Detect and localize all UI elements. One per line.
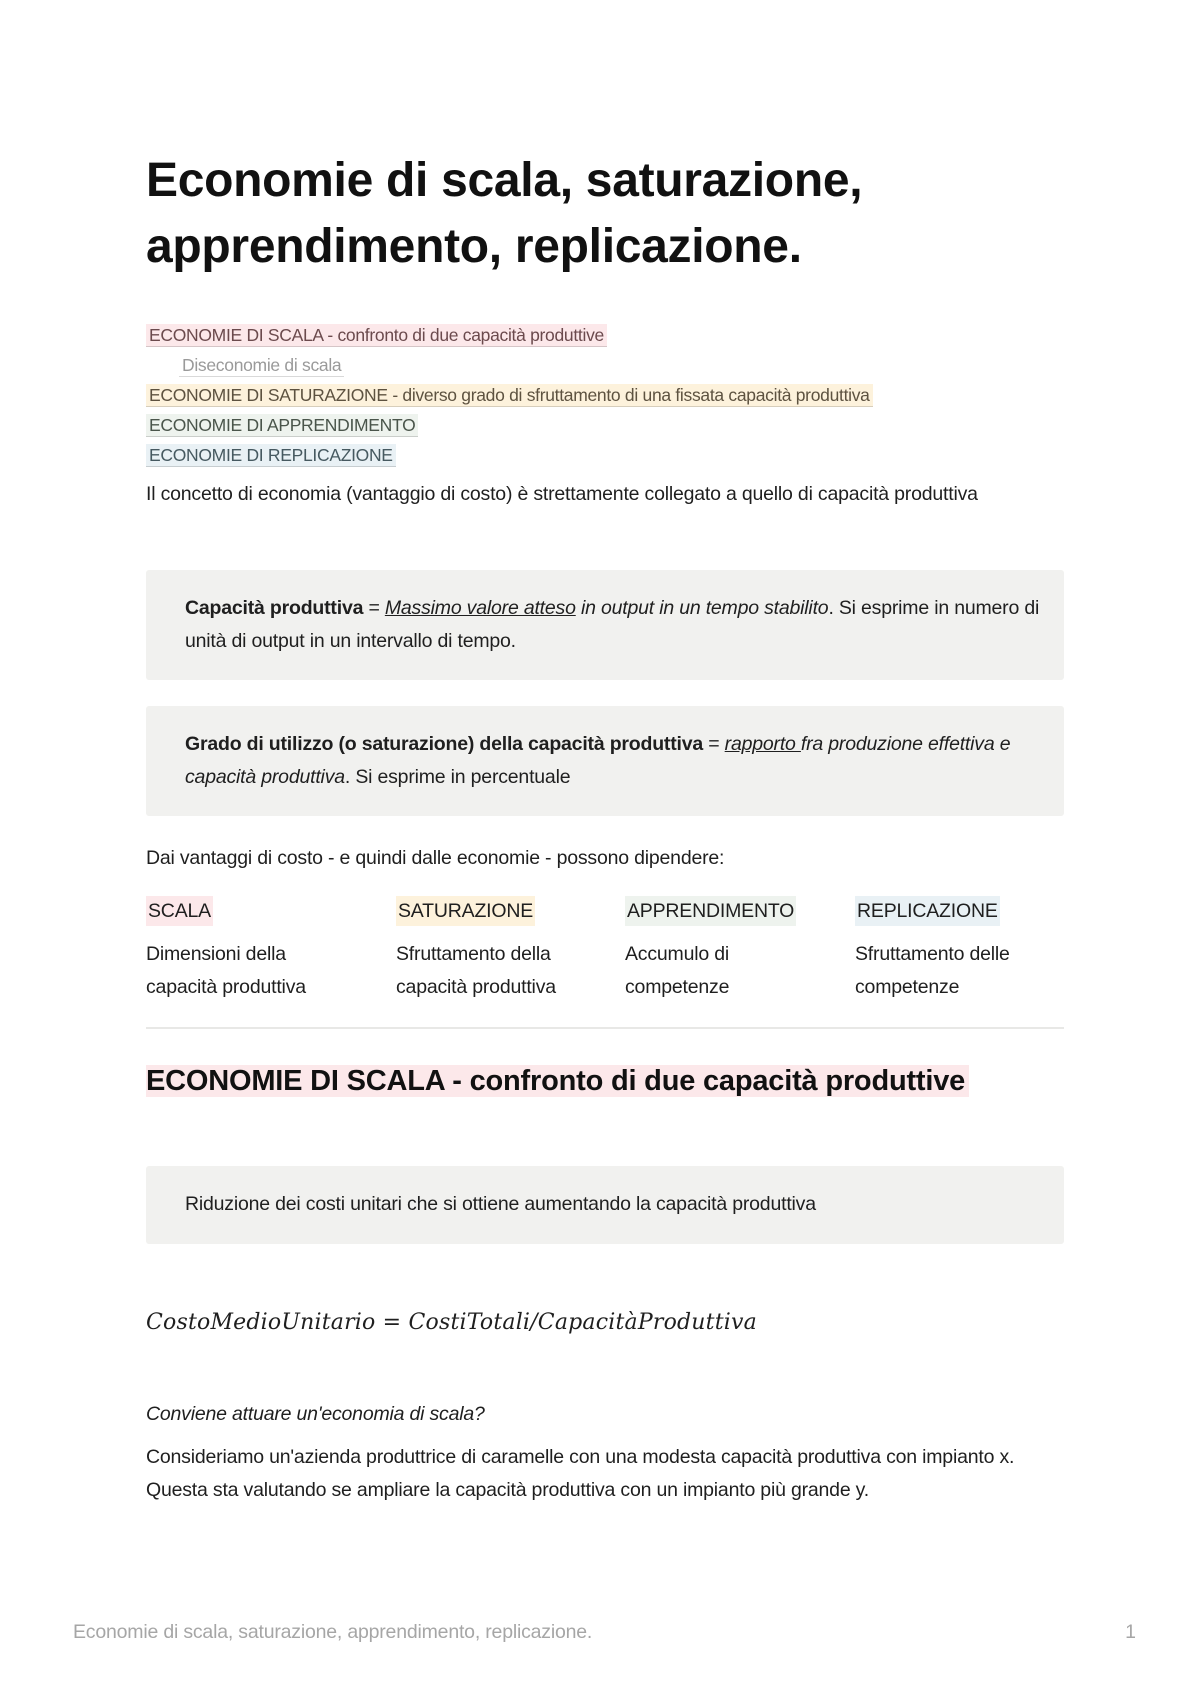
callout-grado-di-utilizzo: Grado di utilizzo (o saturazione) della capacità produttiva = rapporto fra produzione effettiva e capacità produttiva. Si esprime in percentuale: [146, 706, 1064, 816]
column-description: Sfruttamento delle competenze: [855, 943, 1010, 998]
toc-item-diseconomie-di-scala[interactable]: Diseconomie di scala: [146, 350, 1064, 380]
column-apprendimento: [625, 896, 835, 1004]
callout-term: Capacità produttiva: [185, 597, 364, 619]
example-paragraph: Consideriamo un'azienda produttrice di caramelle con una modesta capacità produttiva con impianto x. Questa sta valutando se ampliare la capacità produttiva con un impianto più grande y.: [146, 1446, 1015, 1501]
toc-item-economie-di-replicazione[interactable]: ECONOMIE DI REPLICAZIONE: [146, 440, 1064, 470]
column-heading: REPLICAZIONE: [855, 896, 1000, 926]
toc-item-economie-di-apprendimento[interactable]: ECONOMIE DI APPRENDIMENTO: [146, 410, 1064, 440]
question: Conviene attuare un'economia di scala?: [146, 1403, 485, 1425]
column-heading: APPRENDIMENTO: [625, 896, 796, 926]
column-scala: [146, 896, 356, 1004]
column-saturazione: [396, 896, 606, 1004]
footer-title: Economie di scala, saturazione, apprendimento, replicazione.: [73, 1621, 593, 1643]
formula: CostoMedioUnitario = CostiTotali/CapacitàProduttiva: [146, 1310, 757, 1335]
callout-term: Grado di utilizzo (o saturazione) della capacità produttiva: [185, 733, 704, 755]
dependency-intro: Dai vantaggi di costo - e quindi dalle economie - possono dipendere:: [146, 847, 725, 869]
underlined-text: rapporto: [724, 733, 801, 755]
callout-capacita-produttiva: Capacità produttiva = Massimo valore atteso in output in un tempo stabilito. Si esprime in numero di unità di output in un intervallo di tempo.: [146, 570, 1064, 680]
table-of-contents: [146, 320, 1064, 470]
column-description: Accumulo di competenze: [625, 943, 730, 998]
column-description: Dimensioni della capacità produttiva: [146, 943, 306, 998]
callout-economie-di-scala: Riduzione dei costi unitari che si ottiene aumentando la capacità produttiva: [146, 1166, 1064, 1244]
column-replicazione: [855, 896, 1065, 1004]
column-heading: SATURAZIONE: [396, 896, 535, 926]
column-description: Sfruttamento della capacità produttiva: [396, 943, 556, 998]
underlined-text: Massimo valore atteso: [384, 597, 576, 619]
divider: [146, 1027, 1064, 1029]
toc-item-economie-di-saturazione[interactable]: ECONOMIE DI SATURAZIONE - diverso grado di sfruttamento di una fissata capacità produttiva: [146, 380, 1064, 410]
intro-paragraph: Il concetto di economia (vantaggio di costo) è strettamente collegato a quello di capacità produttiva: [146, 483, 978, 505]
page-title: Economie di scala, saturazione, apprendimento, replicazione.: [146, 154, 863, 273]
column-heading: SCALA: [146, 896, 213, 926]
section-heading: ECONOMIE DI SCALA - confronto di due capacità produttive: [146, 1062, 1064, 1100]
page-number: 1: [1125, 1621, 1136, 1643]
toc-item-economie-di-scala[interactable]: ECONOMIE DI SCALA - confronto di due capacità produttive: [146, 320, 1064, 350]
